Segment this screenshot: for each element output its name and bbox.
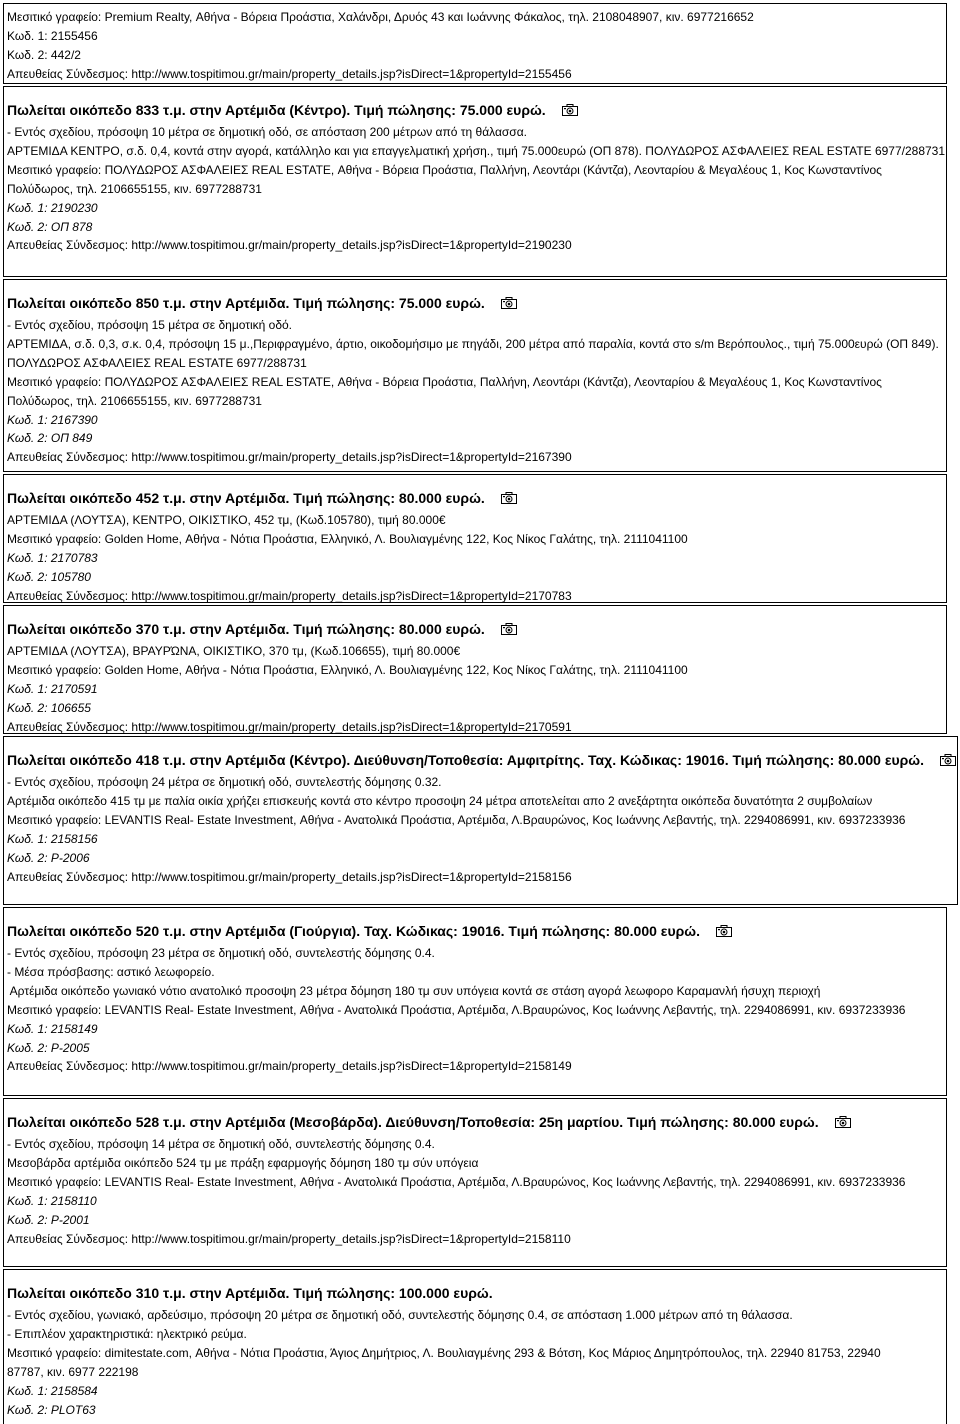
code-2: Κωδ. 2: ΟΠ 849 [7,431,93,446]
code-2: Κωδ. 2: 106655 [7,700,91,715]
listing-heading: Πωλείται οικόπεδο 418 τ.μ. στην Αρτέμιδα (Κέντρο). Διεύθυνση/Τοποθεσία: Αμφιτρίτης. Ταχ. Κώδικας: 19016. Τιμή πώλησης: 80.000 ευρώ. [7,751,957,770]
code-1: Κωδ. 1: 2158149 [7,1021,98,1036]
listing-card [3,1269,947,1424]
listing-description: Αρτέμιδα οικόπεδο 415 τμ με παλία οικία χρήζει επισκευής κοντά στο κέντρο προσοψη 24 μέτρα αποτελείται απο 2 ανεξάρτητα οικόπεδα δυνατότητα 2 συμβολαίων [7,793,873,808]
code-2: Κωδ. 2: P-2001 [7,1212,90,1227]
agency-info: Μεσιτικό γραφείο: dimitestate.com, Αθήνα - Νότια Προάστια, Άγιος Δημήτριος, Λ. Βουλιαγμένης 293 & Βότση, Κος Μάριος Δημητρόπουλος, τηλ. 22940 81753, 22940 87787, κιν. 6977 222198 [7,1345,881,1379]
code-2: Κωδ. 2: P-2006 [7,850,90,865]
direct-link[interactable]: Απευθείας Σύνδεσμος: http://www.tospitimou.gr/main/property_details.jsp?isDirect=1&propertyId=2155456 [7,66,572,81]
listing-description: - Επιπλέον χαρακτηριστικά: ηλεκτρικό ρεύμα. [7,1326,247,1341]
listing-description: - Μέσα πρόσβασης: αστικό λεωφορείο. [7,964,215,979]
listing-description: ΑΡΤΕΜΙΔΑ (ΛΟΥΤΣΑ), ΒΡΑΥΡΏΝΑ, ΟΙΚΙΣΤΙΚΟ, 370 τμ, (Κωδ.106655), τιμή 80.000€ [7,644,461,658]
code-1: Κωδ. 1: 2158110 [7,1193,97,1208]
camera-icon[interactable] [501,492,517,504]
agency-info: Μεσιτικό γραφείο: LEVANTIS Real- Estate Investment, Αθήνα - Ανατολικά Προάστια, Αρτέμιδα, Λ.Βραυρώνος, Κος Ιωάννης Λεβαντής, τηλ. 2294086991, κιν. 6937233936 [7,1174,906,1189]
camera-icon[interactable] [716,925,732,937]
camera-icon[interactable] [940,754,956,766]
listing-heading: Πωλείται οικόπεδο 528 τ.μ. στην Αρτέμιδα (Μεσοβάρδα). Διεύθυνση/Τοποθεσία: 25η μαρτίου. Τιμή πώλησης: 80.000 ευρώ. [7,1113,946,1132]
direct-link[interactable]: Απευθείας Σύνδεσμος: http://www.tospitimou.gr/main/property_details.jsp?isDirect=1&propertyId=2170591 [7,719,572,734]
direct-link[interactable]: Απευθείας Σύνδεσμος: http://www.tospitimou.gr/main/property_details.jsp?isDirect=1&propertyId=2158110 [7,1231,571,1246]
code-1: Κωδ. 1: 2167390 [7,412,98,427]
listing-description: - Εντός σχεδίου, πρόσοψη 23 μέτρα σε δημοτική οδό, συντελεστής δόμησης 0.4. [7,946,435,960]
listing-description: - Εντός σχεδίου, πρόσοψη 10 μέτρα σε δημοτική οδό, σε απόσταση 200 μέτρων από τη θάλασσα. [7,125,527,139]
direct-link[interactable]: Απευθείας Σύνδεσμος: http://www.tospitimou.gr/main/property_details.jsp?isDirect=1&propertyId=2190230 [7,238,572,253]
camera-icon[interactable] [501,297,517,309]
direct-link[interactable]: Απευθείας Σύνδεσμος: http://www.tospitimou.gr/main/property_details.jsp?isDirect=1&propertyId=2170783 [7,588,572,603]
listing-description: ΑΡΤΕΜΙΔΑ ΚΕΝΤΡΟ, σ.δ. 0,4, κοντά στην αγορά, κατάλληλο και για επαγγελματική χρήση., τιμή 75.000ευρώ (ΟΠ 878). ΠΟΛΥΔΩΡΟΣ ΑΣΦΑΛΕΙΕΣ REAL ESTATE 6977/288731 [7,143,946,158]
code-2: Κωδ. 2: P-2005 [7,1040,90,1055]
listing-card [3,1098,947,1267]
agency-info: Μεσιτικό γραφείο: LEVANTIS Real- Estate Investment, Αθήνα - Ανατολικά Προάστια, Αρτέμιδα, Λ.Βραυρώνος, Κος Ιωάννης Λεβαντής, τηλ. 2294086991, κιν. 6937233936 [7,1002,906,1017]
camera-icon[interactable] [501,623,517,635]
agency-info: Μεσιτικό γραφείο: Premium Realty, Αθήνα - Βόρεια Προάστια, Χαλάνδρι, Δρυός 43 και Ιωάννης Φάκαλος, τηλ. 2108048907, κιν. 6977216652 [7,10,754,24]
code-1: Κωδ. 1: 2155456 [7,28,98,43]
listing-description: - Εντός σχεδίου, γωνιακό, αρδεύσιμο, πρόσοψη 20 μέτρα σε δημοτική οδό, συντελεστής δόμησης 0.4, σε απόσταση 1.000 μέτρων από τη θάλασσα. [7,1308,793,1322]
listing-card [3,736,958,905]
listing-heading: Πωλείται οικόπεδο 850 τ.μ. στην Αρτέμιδα. Τιμή πώλησης: 75.000 ευρώ. [7,294,946,313]
direct-link[interactable]: Απευθείας Σύνδεσμος: http://www.tospitimou.gr/main/property_details.jsp?isDirect=1&propertyId=2158156 [7,869,572,884]
listing-description: - Εντός σχεδίου, πρόσοψη 24 μέτρα σε δημοτική οδό, συντελεστής δόμησης 0.32. [7,775,442,789]
listing-heading: Πωλείται οικόπεδο 310 τ.μ. στην Αρτέμιδα. Τιμή πώλησης: 100.000 ευρώ. [7,1285,493,1301]
listing-description: Μεσοβάρδα αρτέμιδα οικόπεδο 524 τμ με πράξη εφαρμογής δόμηση 180 τμ σύν υπόγεια [7,1155,479,1170]
listing-card [3,279,947,472]
code-1: Κωδ. 1: 2158584 [7,1383,98,1398]
listing-heading: Πωλείται οικόπεδο 833 τ.μ. στην Αρτέμιδα (Κέντρο). Τιμή πώλησης: 75.000 ευρώ. [7,101,946,120]
listing-card [3,605,947,734]
code-1: Κωδ. 1: 2170783 [7,550,98,565]
code-1: Κωδ. 1: 2158156 [7,831,98,846]
agency-info: Μεσιτικό γραφείο: Golden Home, Αθήνα - Νότια Προάστια, Ελληνικό, Λ. Βουλιαγμένης 122, Κος Νίκος Γαλάτης, τηλ. 2111041100 [7,531,688,546]
camera-icon[interactable] [562,104,578,116]
listing-description: - Εντός σχεδίου, πρόσοψη 14 μέτρα σε δημοτική οδό, συντελεστής δόμησης 0.4. [7,1137,435,1151]
code-2: Κωδ. 2: 105780 [7,569,91,584]
direct-link[interactable]: Απευθείας Σύνδεσμος: http://www.tospitimou.gr/main/property_details.jsp?isDirect=1&propertyId=2167390 [7,450,572,465]
agency-info: Μεσιτικό γραφείο: ΠΟΛΥΔΩΡΟΣ ΑΣΦΑΛΕΙΕΣ REAL ESTATE, Αθήνα - Βόρεια Προάστια, Παλλήνη, Λεοντάρι (Κάντζα), Λεονταρίου & Μεγαλέους 1, Κος Κωνσταντίνος Πολύδωρος, τηλ. 2106655155, κιν. 6977288731 [7,374,882,408]
listing-heading: Πωλείται οικόπεδο 520 τ.μ. στην Αρτέμιδα (Γιούργια). Ταχ. Κώδικας: 19016. Τιμή πώλησης: 80.000 ευρώ. [7,922,946,941]
listing-card [3,86,947,277]
code-2: Κωδ. 2: PLOT63 [7,1402,96,1417]
code-2: Κωδ. 2: ΟΠ 878 [7,219,93,234]
listing-card [3,3,947,84]
code-1: Κωδ. 1: 2190230 [7,200,98,215]
agency-info: Μεσιτικό γραφείο: ΠΟΛΥΔΩΡΟΣ ΑΣΦΑΛΕΙΕΣ REAL ESTATE, Αθήνα - Βόρεια Προάστια, Παλλήνη, Λεοντάρι (Κάντζα), Λεονταρίου & Μεγαλέους 1, Κος Κωνσταντίνος Πολύδωρος, τηλ. 2106655155, κιν. 6977288731 [7,162,882,196]
agency-info: Μεσιτικό γραφείο: Golden Home, Αθήνα - Νότια Προάστια, Ελληνικό, Λ. Βουλιαγμένης 122, Κος Νίκος Γαλάτης, τηλ. 2111041100 [7,662,688,677]
listing-description: Αρτέμιδα οικόπεδο γωνιακό νότιο ανατολικό προσοψη 23 μέτρα δόμηση 180 τμ συν υπόγεια κοντά σε στάση αγορά λεωφορο Καραμανλή ήσυχη περιοχή [7,983,821,998]
direct-link[interactable]: Απευθείας Σύνδεσμος: http://www.tospitimou.gr/main/property_details.jsp?isDirect=1&propertyId=2158149 [7,1059,572,1074]
listing-description: - Εντός σχεδίου, πρόσοψη 15 μέτρα σε δημοτική οδό. [7,318,293,332]
listing-card [3,907,947,1096]
agency-info: Μεσιτικό γραφείο: LEVANTIS Real- Estate Investment, Αθήνα - Ανατολικά Προάστια, Αρτέμιδα, Λ.Βραυρώνος, Κος Ιωάννης Λεβαντής, τηλ. 2294086991, κιν. 6937233936 [7,812,906,827]
camera-icon[interactable] [835,1116,851,1128]
listing-heading: Πωλείται οικόπεδο 452 τ.μ. στην Αρτέμιδα. Τιμή πώλησης: 80.000 ευρώ. [7,489,946,508]
listing-heading: Πωλείται οικόπεδο 370 τ.μ. στην Αρτέμιδα. Τιμή πώλησης: 80.000 ευρώ. [7,620,946,639]
listing-card [3,474,947,603]
code-1: Κωδ. 1: 2170591 [7,681,98,696]
code-2: Κωδ. 2: 442/2 [7,47,81,62]
listing-description: ΑΡΤΕΜΙΔΑ, σ.δ. 0,3, σ.κ. 0,4, πρόσοψη 15 μ.,Περιφραγμένο, άρτιο, οικοδομήσιμο με πηγάδι, 200 μέτρα από παραλία, κοντά στο s/m Βερόπουλος., τιμή 75.000ευρώ (ΟΠ 849). ΠΟΛΥΔΩΡΟΣ ΑΣΦΑΛΕΙΕΣ REAL ESTATE 6977/288731 [7,336,939,370]
listing-description: ΑΡΤΕΜΙΔΑ (ΛΟΥΤΣΑ), ΚΕΝΤΡΟ, ΟΙΚΙΣΤΙΚΟ, 452 τμ, (Κωδ.105780), τιμή 80.000€ [7,513,446,527]
